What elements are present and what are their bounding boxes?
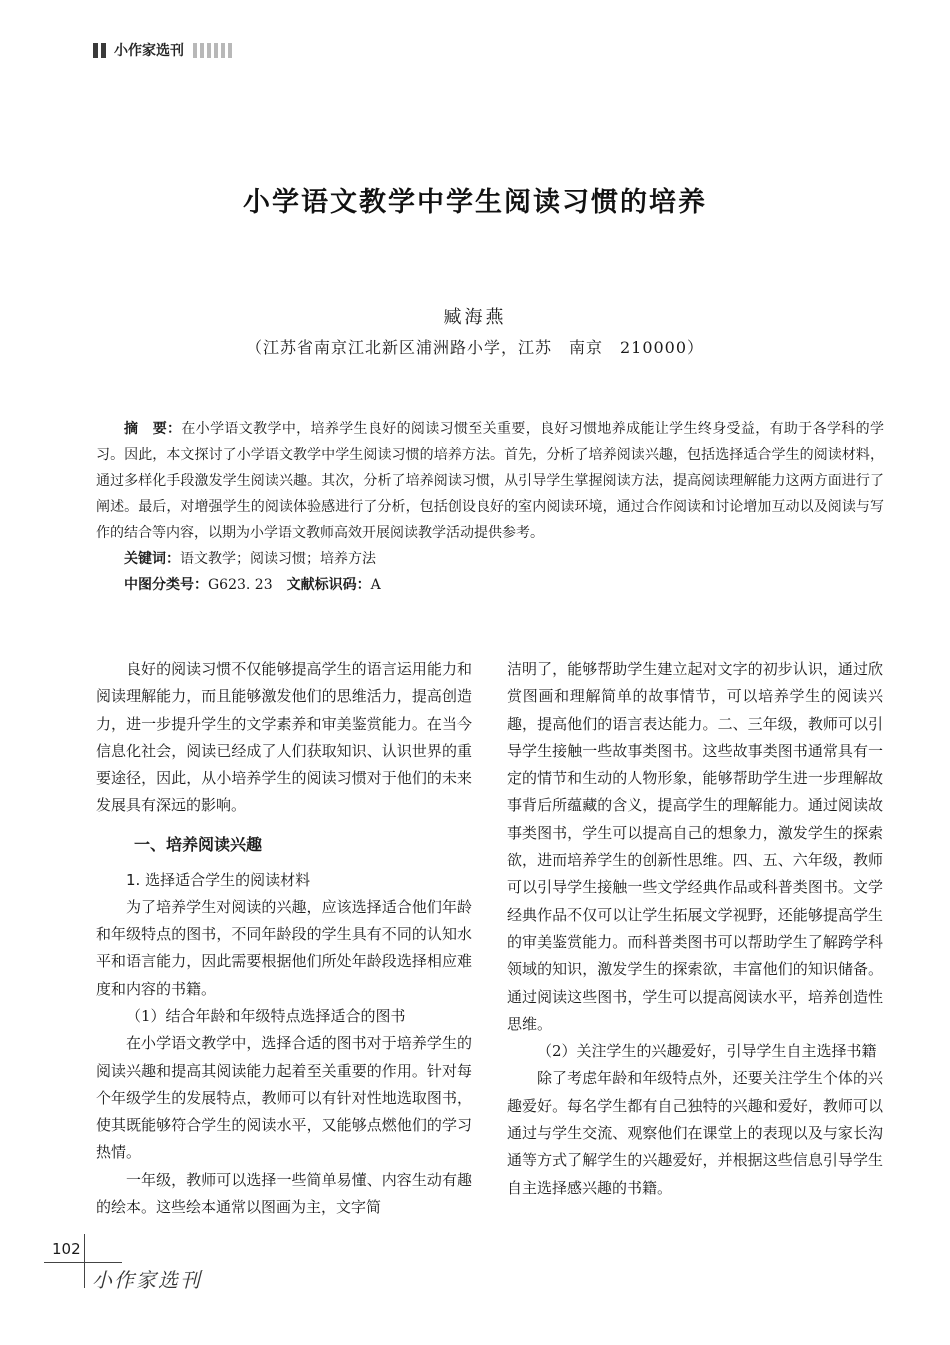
clc-value: G623. 23 xyxy=(208,577,273,593)
keywords-label: 关键词： xyxy=(124,551,180,567)
affiliation: （江苏省南京江北新区浦洲路小学，江苏 南京 210000） xyxy=(245,338,705,357)
abstract-paragraph xyxy=(96,416,884,546)
running-header xyxy=(93,40,232,60)
abstract-label: 摘 要： xyxy=(124,421,182,437)
classification xyxy=(124,572,884,598)
footer-divider-horizontal xyxy=(44,1262,122,1263)
keywords xyxy=(124,546,884,572)
footer-journal-logo: 小作家选刊 xyxy=(92,1268,202,1292)
body-paragraph: 为了培养学生对阅读的兴趣，应该选择适合他们年龄和年级特点的图书，不同年龄段的学生具有不同的认知水平和语言能力，因此需要根据他们所处年龄段选择相应难度和内容的书籍。 xyxy=(96,897,472,998)
header-bar-icon xyxy=(93,43,106,58)
body-paragraph-continued: 洁明了，能够帮助学生建立起对文字的初步认识，通过欣赏图画和理解简单的故事情节，可以培养学生的阅读兴趣，提高他们的语言表达能力。二、三年级，教师可以引导学生接触一些故事类图书。这些故事类图书通常具有一定的情节和生动的人物形象，能够帮助学生进一步理解故事背后所蕴藏的含义，提高学生的理解能力。通过阅读故事类图书，学生可以提高自己的想象力，激发学生的探索欲，进而培养学生的创新性思维。四、五、六年级，教师可以引导学生接触一些文学经典作品或科普类图书。文学经典作品不仅可以让学生拓展文学视野，还能够提高学生的审美鉴赏能力。而科普类图书可以帮助学生了解跨学科领域的知识，激发学生的探索欲，丰富他们的知识储备。通过阅读这些图书，学生可以提高阅读水平，培养创造性思维。 xyxy=(507,660,883,1033)
article-title: 小学语文教学中学生阅读习惯的培养 xyxy=(243,187,707,218)
page-number: 102 xyxy=(52,1240,81,1258)
abstract-block xyxy=(96,416,884,598)
sub-heading-2: （2）关注学生的兴趣爱好，引导学生自主选择书籍 xyxy=(537,1042,877,1061)
intro-paragraph: 良好的阅读习惯不仅能够提高学生的语言运用能力和阅读理解能力，而且能够激发他们的思维活力，提高创造力，进一步提升学生的文学素养和审美鉴赏能力。在当今信息化社会，阅读已经成了人们获取知识、认识世界的重要途径，因此，从小培养学生的阅读习惯对于他们的未来发展具有深远的影响。 xyxy=(96,660,472,815)
body-paragraph: 在小学语文教学中，选择合适的图书对于培养学生的阅读兴趣和提高其阅读能力起着至关重要的作用。针对每个年级学生的发展特点，教师可以有针对性地选取图书，使其既能够符合学生的阅读水平，又能够点燃他们的学习热情。 xyxy=(96,1034,472,1162)
subsection-heading-1: 1. 选择适合学生的阅读材料 xyxy=(126,870,311,889)
left-column xyxy=(96,656,472,1221)
body-paragraph: 除了考虑年龄和年级特点外，还要关注学生个体的兴趣爱好。每名学生都有自己独特的兴趣和爱好，教师可以通过与学生交流、观察他们在课堂上的表现以及与家长沟通等方式了解学生的兴趣爱好，并根据这些信息引导学生自主选择感兴趣的书籍。 xyxy=(507,1069,883,1197)
clc-label: 中图分类号： xyxy=(124,577,208,593)
header-bar-icon-light xyxy=(193,43,232,58)
author: 臧海燕 xyxy=(443,307,507,328)
right-column xyxy=(507,656,883,1202)
abstract-text: 在小学语文教学中，培养学生良好的阅读习惯至关重要，良好习惯地养成能让学生终身受益，有助于各学科的学习。因此，本文探讨了小学语文教学中学生阅读习惯的培养方法。首先，分析了培养阅读兴趣，包括选择适合学生的阅读材料，通过多样化手段激发学生阅读兴趣。其次，分析了培养阅读习惯，从引导学生掌握阅读方法，提高阅读理解能力这两方面进行了阐述。最后，对增强学生的阅读体验感进行了分析，包括创设良好的室内阅读环境，通过合作阅读和讨论增加互动以及阅读与写作的结合等内容，以期为小学语文教师高效开展阅读教学活动提供参考。 xyxy=(96,421,885,541)
sub-heading-1: （1）结合年龄和年级特点选择适合的图书 xyxy=(126,1006,406,1025)
keywords-text: 语文教学；阅读习惯；培养方法 xyxy=(180,551,376,567)
doc-code-value: A xyxy=(370,577,381,593)
body-paragraph: 一年级，教师可以选择一些简单易懂、内容生动有趣的绘本。这些绘本通常以图画为主，文字简 xyxy=(96,1170,472,1217)
journal-name: 小作家选刊 xyxy=(114,43,184,59)
footer-divider-vertical xyxy=(84,1234,85,1288)
section-heading-1: 一、培养阅读兴趣 xyxy=(134,834,263,854)
doc-code-label: 文献标识码： xyxy=(286,577,371,593)
